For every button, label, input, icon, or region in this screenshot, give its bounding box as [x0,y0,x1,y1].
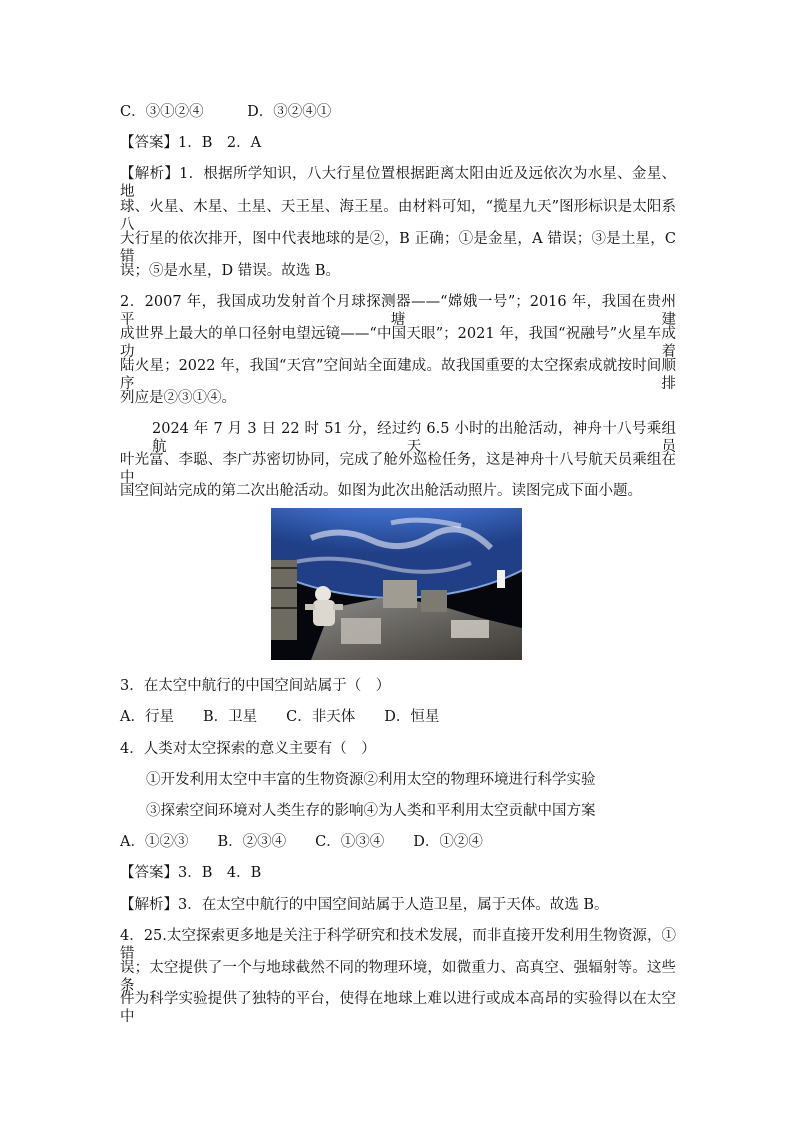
passage-line: 国空间站完成的第二次出舱活动。如图为此次出舱活动照片。读图完成下面小题。 [120,483,642,499]
passage-line: 叶光富、李聪、李广苏密切协同，完成了舱外巡检任务，这是神舟十八号航天员乘组在中 [120,452,676,486]
explanation-line: 2．2007 年，我国成功发射首个月球探测器——“嫦娥一号”；2016 年，我国在贵州平塘建 [120,294,676,328]
question-4-options: A．①②③ B．②③④ C．①③④ D．①②④ [120,834,483,850]
explanation-line: 4．25.太空探索更多地是关注于科学研究和技术发展，而非直接开发利用生物资源，①错 [120,928,676,962]
answer-line: 【答案】3．B 4．B [120,865,262,881]
explanation-line: 误；⑤是水星，D 错误。故选 B。 [120,263,340,279]
light-flare [497,570,505,588]
astronaut-suit [313,600,335,626]
answer-line: 【答案】1．B 2．A [120,135,262,151]
question-4-statements: ①开发利用太空中丰富的生物资源②利用太空的物理环境进行科学实验 [146,772,596,788]
spacewalk-photo [271,508,522,660]
question-3: 3．在太空中航行的中国空间站属于（ ） [120,678,391,694]
text-line: C．③①②④ D．③②④① [120,104,332,120]
explanation-line: 列应是②③①④。 [120,390,236,406]
question-4: 4．人类对太空探索的意义主要有（ ） [120,741,376,757]
explanation-line: 【解析】1．根据所学知识，八大行星位置根据距离太阳由近及远依次为水星、金星、地 [120,166,676,200]
explanation-line: 球、火星、木星、土星、天王星、海王星。由材料可知，“揽星九天”图形标识是太阳系八 [120,199,676,233]
astronaut-helmet [315,586,331,602]
equipment-box [383,580,417,608]
explanation-line: 误；太空提供了一个与地球截然不同的物理环境，如微重力、高真空、强辐射等。这些条 [120,960,676,994]
question-3-options: A．行星 B．卫星 C．非天体 D．恒星 [120,709,440,725]
question-4-statements: ③探索空间环境对人类生存的影响④为人类和平利用太空贡献中国方案 [146,803,596,819]
explanation-line: 【解析】3．在太空中航行的中国空间站属于人造卫星，属于天体。故选 B。 [120,897,609,913]
explanation-line: 陆火星；2022 年，我国“天宫”空间站全面建成。故我国重要的太空探索成就按时间顺序排 [120,358,676,392]
passage-line: 2024 年 7 月 3 日 22 时 51 分，经过约 6.5 小时的出舱活动，神舟十八号乘组航天员 [152,421,676,455]
explanation-line: 大行星的依次排开，图中代表地球的是②，B 正确；①是金星，A 错误；③是土星，C 错 [120,231,676,265]
explanation-line: 成世界上最大的单口径射电望远镜——“中国天眼”；2021 年，我国“祝融号”火星车成功着 [120,326,676,360]
station-truss [271,560,297,640]
explanation-line: 件为科学实验提供了独特的平台，使得在地球上难以进行或成本高昂的实验得以在太空中 [120,991,676,1025]
